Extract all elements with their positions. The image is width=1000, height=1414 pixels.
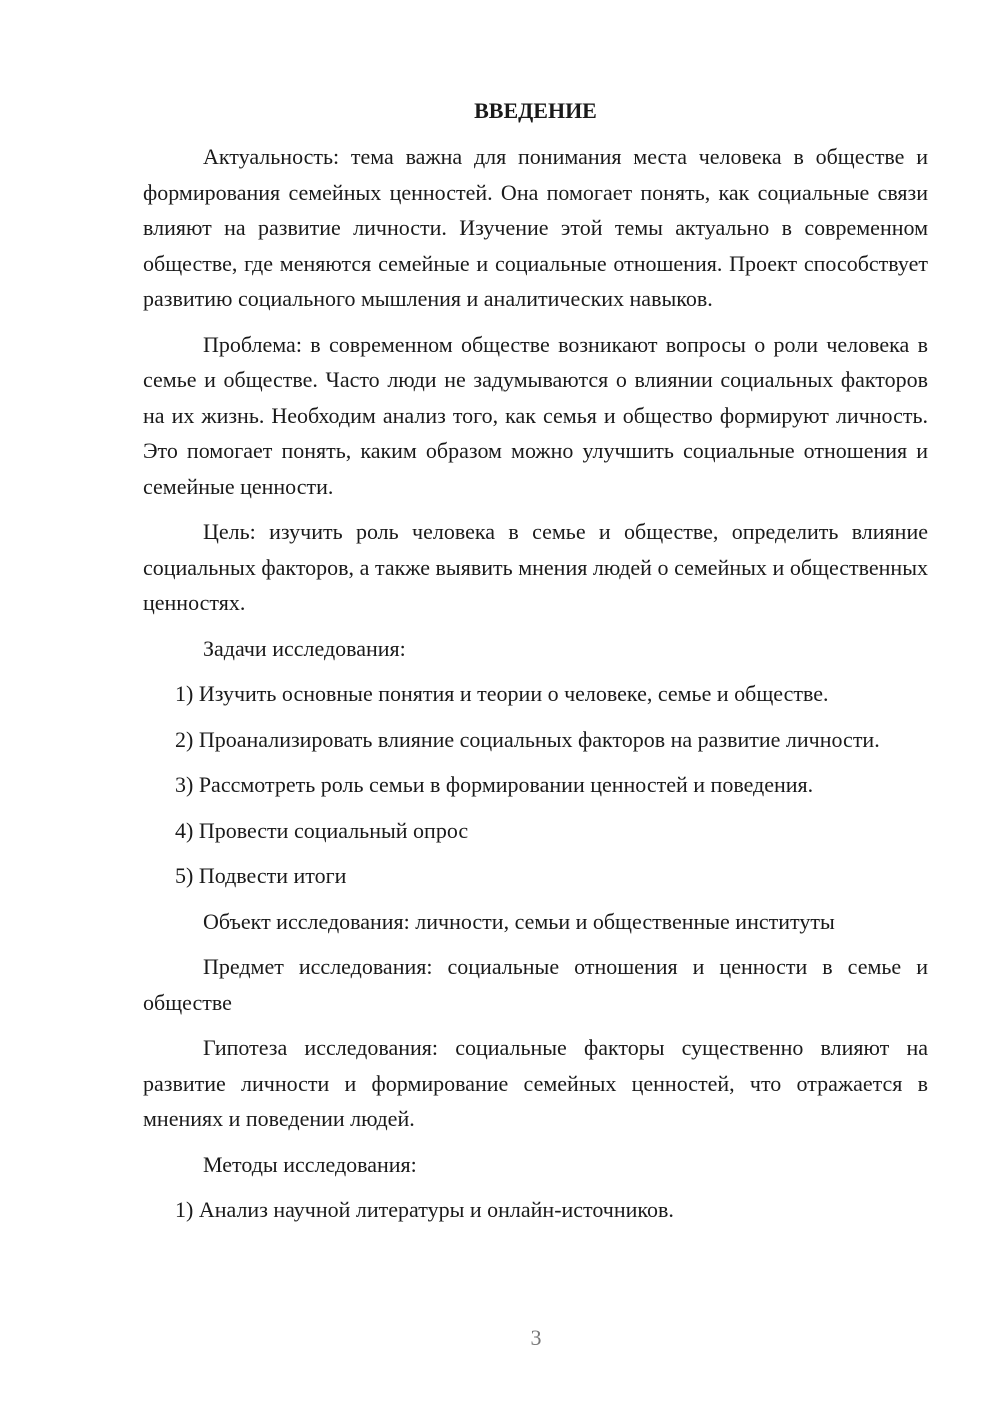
page-content (143, 95, 928, 1238)
subject-paragraph: Предмет исследования: социальные отношения и ценности в семье и обществе (143, 954, 928, 1015)
relevance-paragraph: Актуальность: тема важна для понимания места человека в обществе и формирования семейных ценностей. Она помогает понять, как социальные связи влияют на развитие личности. Изучение этой темы актуально в современном обществе, где меняются семейные и социальные отношения. Проект способствует развитию социального мышления и аналитических навыков. (143, 144, 928, 311)
task-item: 1) Изучить основные понятия и теории о человеке, семье и обществе. (175, 681, 829, 706)
problem-paragraph: Проблема: в современном обществе возникают вопросы о роли человека в семье и обществе. Часто люди не задумываются о влиянии социальных факторов на их жизнь. Необходим анализ того, как семья и общество формируют личность. Это помогает понять, каким образом можно улучшить социальные отношения и семейные ценности. (143, 331, 928, 499)
goal-paragraph: Цель: изучить роль человека в семье и обществе, определить влияние социальных факторов, а также выявить мнения людей о семейных и общественных ценностях. (143, 519, 928, 615)
methods-heading: Методы исследования: (203, 1151, 417, 1177)
page-number: 3 (530, 1325, 542, 1350)
task-item: 5) Подвести итоги (175, 863, 347, 888)
method-item: 1) Анализ научной литературы и онлайн-источников. (175, 1197, 674, 1222)
task-item: 2) Проанализировать влияние социальных факторов на развитие личности. (175, 726, 880, 752)
section-title: ВВЕДЕНИЕ (474, 98, 597, 123)
tasks-heading: Задачи исследования: (203, 635, 406, 661)
task-item: 3) Рассмотреть роль семьи в формировании ценностей и поведения. (175, 772, 814, 797)
object-paragraph: Объект исследования: личности, семьи и общественные институты (203, 908, 835, 934)
hypothesis-paragraph: Гипотеза исследования: социальные факторы существенно влияют на развитие личности и формирование семейных ценностей, что отражается в мнениях и поведении людей. (143, 1035, 928, 1131)
task-item: 4) Провести социальный опрос (175, 817, 469, 843)
